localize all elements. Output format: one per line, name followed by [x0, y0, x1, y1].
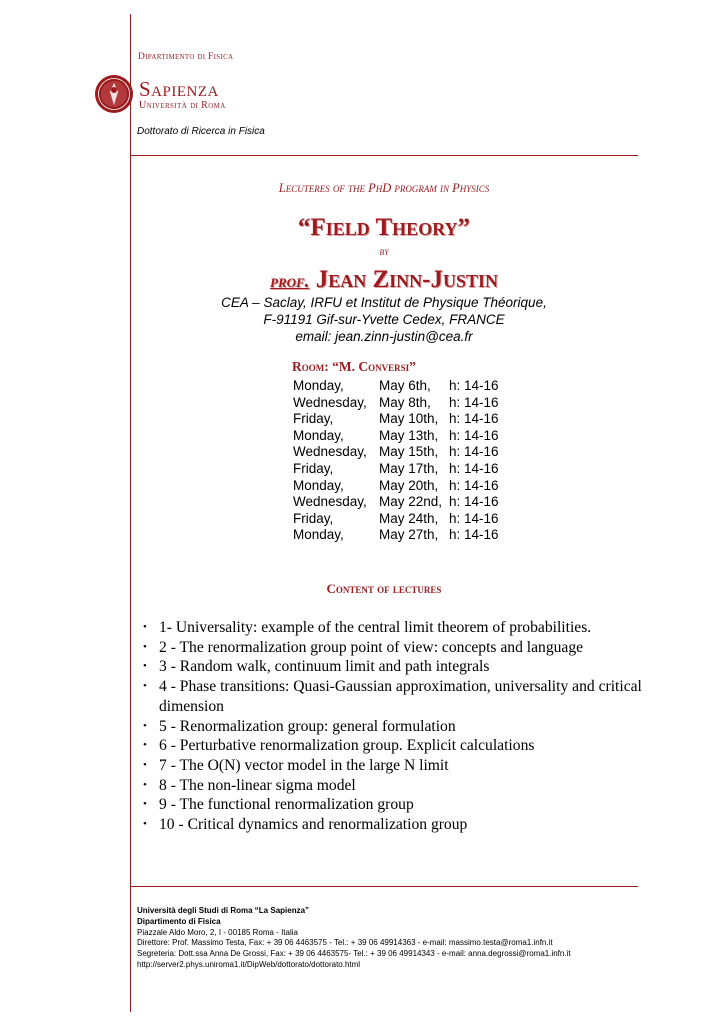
schedule-date: May 24th, [379, 510, 439, 526]
content-heading: Content of lectures [326, 581, 442, 596]
brand-block [139, 78, 226, 112]
schedule-day: Wednesday, [293, 494, 367, 510]
footer-divider [130, 886, 638, 887]
schedule-date: May 8th, [379, 394, 431, 410]
schedule-date: May 10th, [379, 411, 439, 427]
footer-department: Dipartimento di Fisica [137, 916, 221, 926]
schedule-row [293, 461, 499, 478]
lecture-item: • 10 - Critical dynamics and renormalization group [143, 815, 643, 835]
footer [137, 906, 571, 971]
schedule-day: Friday, [293, 411, 334, 427]
schedule-date: May 20th, [379, 477, 439, 493]
schedule-hours: h: 14-16 [449, 394, 499, 410]
brand-subtitle: Università di Roma [139, 100, 226, 111]
schedule-row [293, 428, 499, 445]
lecturer-fullname: Jean Zinn-Justin [315, 266, 498, 293]
schedule-day: Wednesday, [293, 394, 367, 410]
footer-url[interactable]: http://server2.phys.uniroma1.it/DipWeb/dottorato/dottorato.html [137, 959, 361, 969]
lecture-item: • 8 - The non-linear sigma model [143, 776, 643, 796]
program-line: Lecuteres of the PhD program in Physics [278, 181, 490, 195]
schedule-row [293, 494, 499, 511]
schedule-day: Friday, [293, 510, 334, 526]
lecture-item: • 7 - The O(N) vector model in the large N limit [143, 756, 643, 776]
sapienza-seal-logo [94, 74, 134, 114]
schedule-hours: h: 14-16 [449, 427, 499, 443]
by-label: by [379, 246, 389, 258]
lecturer-name [130, 266, 638, 294]
lecture-item: • 6 - Perturbative renormalization group. Explicit calculations [143, 736, 643, 756]
header-divider [130, 155, 638, 156]
schedule-row [293, 527, 499, 544]
doctorate-label: Dottorato di Ricerca in Fisica [137, 126, 265, 137]
lecture-item: • 1- Universality: example of the central limit theorem of probabilities. [143, 618, 643, 638]
schedule-row [293, 378, 499, 395]
lecture-item: • 5 - Renormalization group: general formulation [143, 717, 643, 737]
schedule-day: Friday, [293, 460, 334, 476]
schedule-date: May 22nd, [379, 494, 443, 510]
left-margin-rule [130, 14, 131, 1012]
schedule-row [293, 511, 499, 528]
lecture-title: “Field Theory” [297, 214, 471, 241]
schedule-date: May 17th, [379, 460, 439, 476]
footer-address: Piazzale Aldo Moro, 2, I - 00185 Roma - Italia [137, 927, 298, 937]
schedule-hours: h: 14-16 [449, 411, 499, 427]
schedule-day: Monday, [293, 378, 344, 393]
schedule-day: Wednesday, [293, 444, 367, 460]
lecture-item: • 2 - The renormalization group point of view: concepts and language [143, 638, 643, 658]
schedule-hours: h: 14-16 [449, 477, 499, 493]
schedule-row [293, 411, 499, 428]
footer-director: Direttore: Prof. Massimo Testa, Fax: + 39 06 4463575 - Tel.: + 39 06 49914363 - e-mail: massimo.testa@roma1.infn.it [137, 938, 553, 948]
schedule-row [293, 444, 499, 461]
affiliation [130, 294, 638, 345]
schedule-date: May 15th, [379, 444, 439, 460]
lecturer-prefix: prof. [270, 271, 310, 292]
schedule-hours: h: 14-16 [449, 527, 499, 543]
brand-name: Sapienza [139, 77, 219, 101]
footer-secretary: Segreteria: Dott.ssa Anna De Grossi, Fax: + 39 06 4463575- Tel.: + 39 06 49914343 - e-mail: anna.degrossi@roma1.infn.it [137, 949, 571, 959]
department-header: Dipartimento di Fisica [138, 52, 234, 62]
schedule-date: May 13th, [379, 427, 439, 443]
schedule-day: Monday, [293, 427, 344, 443]
email-text: email: jean.zinn-justin@cea.fr [295, 329, 473, 344]
lecture-item: • 3 - Random walk, continuum limit and path integrals [143, 657, 643, 677]
schedule-hours: h: 14-16 [449, 444, 499, 460]
footer-university: Università degli Studi di Roma “La Sapienza” [137, 906, 310, 915]
affiliation-line: F-91191 Gif-sur-Yvette Cedex, FRANCE [263, 312, 505, 327]
schedule-row [293, 395, 499, 412]
schedule-date: May 6th, [379, 378, 431, 393]
lecture-item: • 9 - The functional renormalization group [143, 795, 643, 815]
schedule-hours: h: 14-16 [449, 460, 499, 476]
schedule-day: Monday, [293, 477, 344, 493]
schedule-hours: h: 14-16 [449, 510, 499, 526]
lecture-item: • 4 - Phase transitions: Quasi-Gaussian approximation, universality and critical dimension [143, 677, 643, 716]
schedule-hours: h: 14-16 [449, 378, 499, 393]
schedule-date: May 27th, [379, 527, 439, 543]
lecture-list [143, 618, 643, 835]
room-label: Room: “M. Conversi” [292, 359, 416, 374]
schedule-table [293, 378, 499, 544]
affiliation-line: CEA – Saclay, IRFU et Institut de Physique Théorique, [221, 295, 547, 310]
schedule-hours: h: 14-16 [449, 494, 499, 510]
schedule-row [293, 478, 499, 495]
schedule-day: Monday, [293, 527, 344, 543]
